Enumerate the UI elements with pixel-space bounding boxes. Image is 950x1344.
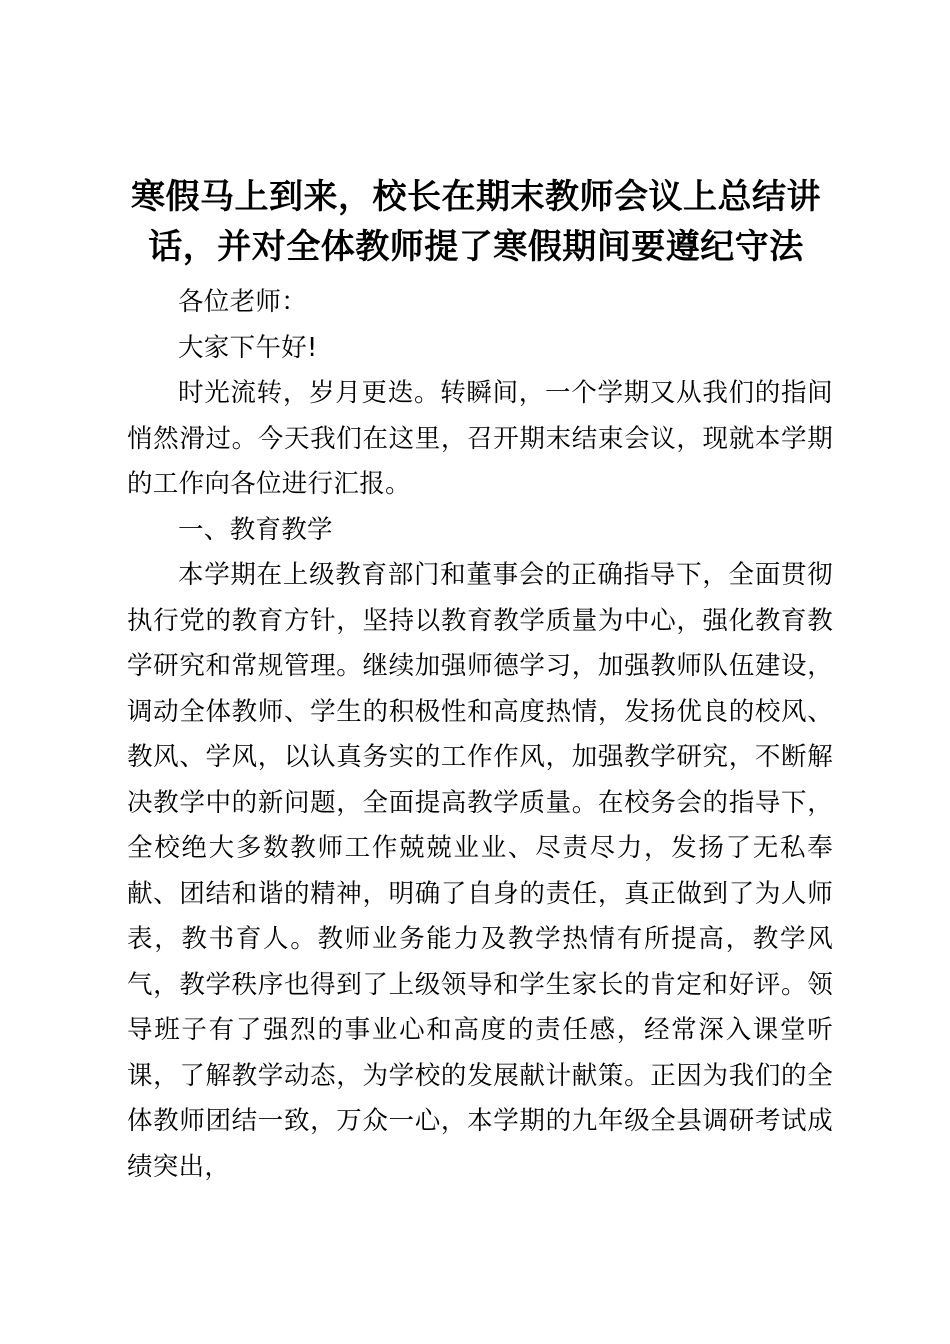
document-body (127, 280, 833, 1190)
document-title: 寒假马上到来，校长在期末教师会议上总结讲话，并对全体教师提了寒假期间要遵纪守法 (131, 177, 821, 267)
paragraph-education-body: 本学期在上级教育部门和董事会的正确指导下，全面贯彻执行党的教育方针，坚持以教育教学质量为中心，强化教育教学研究和常规管理。继续加强师德学习，加强教师队伍建设，调动全体教师、学生的积极性和高度热情，发扬优良的校风、教风、学风，以认真务实的工作作风，加强教学研究，不断解决教学中的新问题，全面提高教学质量。在校务会的指导下，全校绝大多数教师工作兢兢业业、尽责尽力，发扬了无私奉献、团结和谐的精神，明确了自身的责任，真正做到了为人师表，教书育人。教师业务能力及教学热情有所提高，教学风气，教学秩序也得到了上级领导和学生家长的肯定和好评。领导班子有了强烈的事业心和高度的责任感，经常深入课堂听课，了解教学动态，为学校的发展献计献策。正因为我们的全体教师团结一致，万众一心，本学期的九年级全县调研考试成绩突出， (127, 560, 833, 1182)
paragraph-salutation: 大家下午好! (178, 332, 318, 363)
section-heading-education: 一、教育教学 (178, 514, 333, 545)
paragraph-intro: 时光流转，岁月更迭。转瞬间，一个学期又从我们的指间悄然滑过。今天我们在这里，召开期末结束会议，现就本学期的工作向各位进行汇报。 (127, 378, 833, 499)
paragraph-greeting: 各位老师： (178, 287, 308, 317)
